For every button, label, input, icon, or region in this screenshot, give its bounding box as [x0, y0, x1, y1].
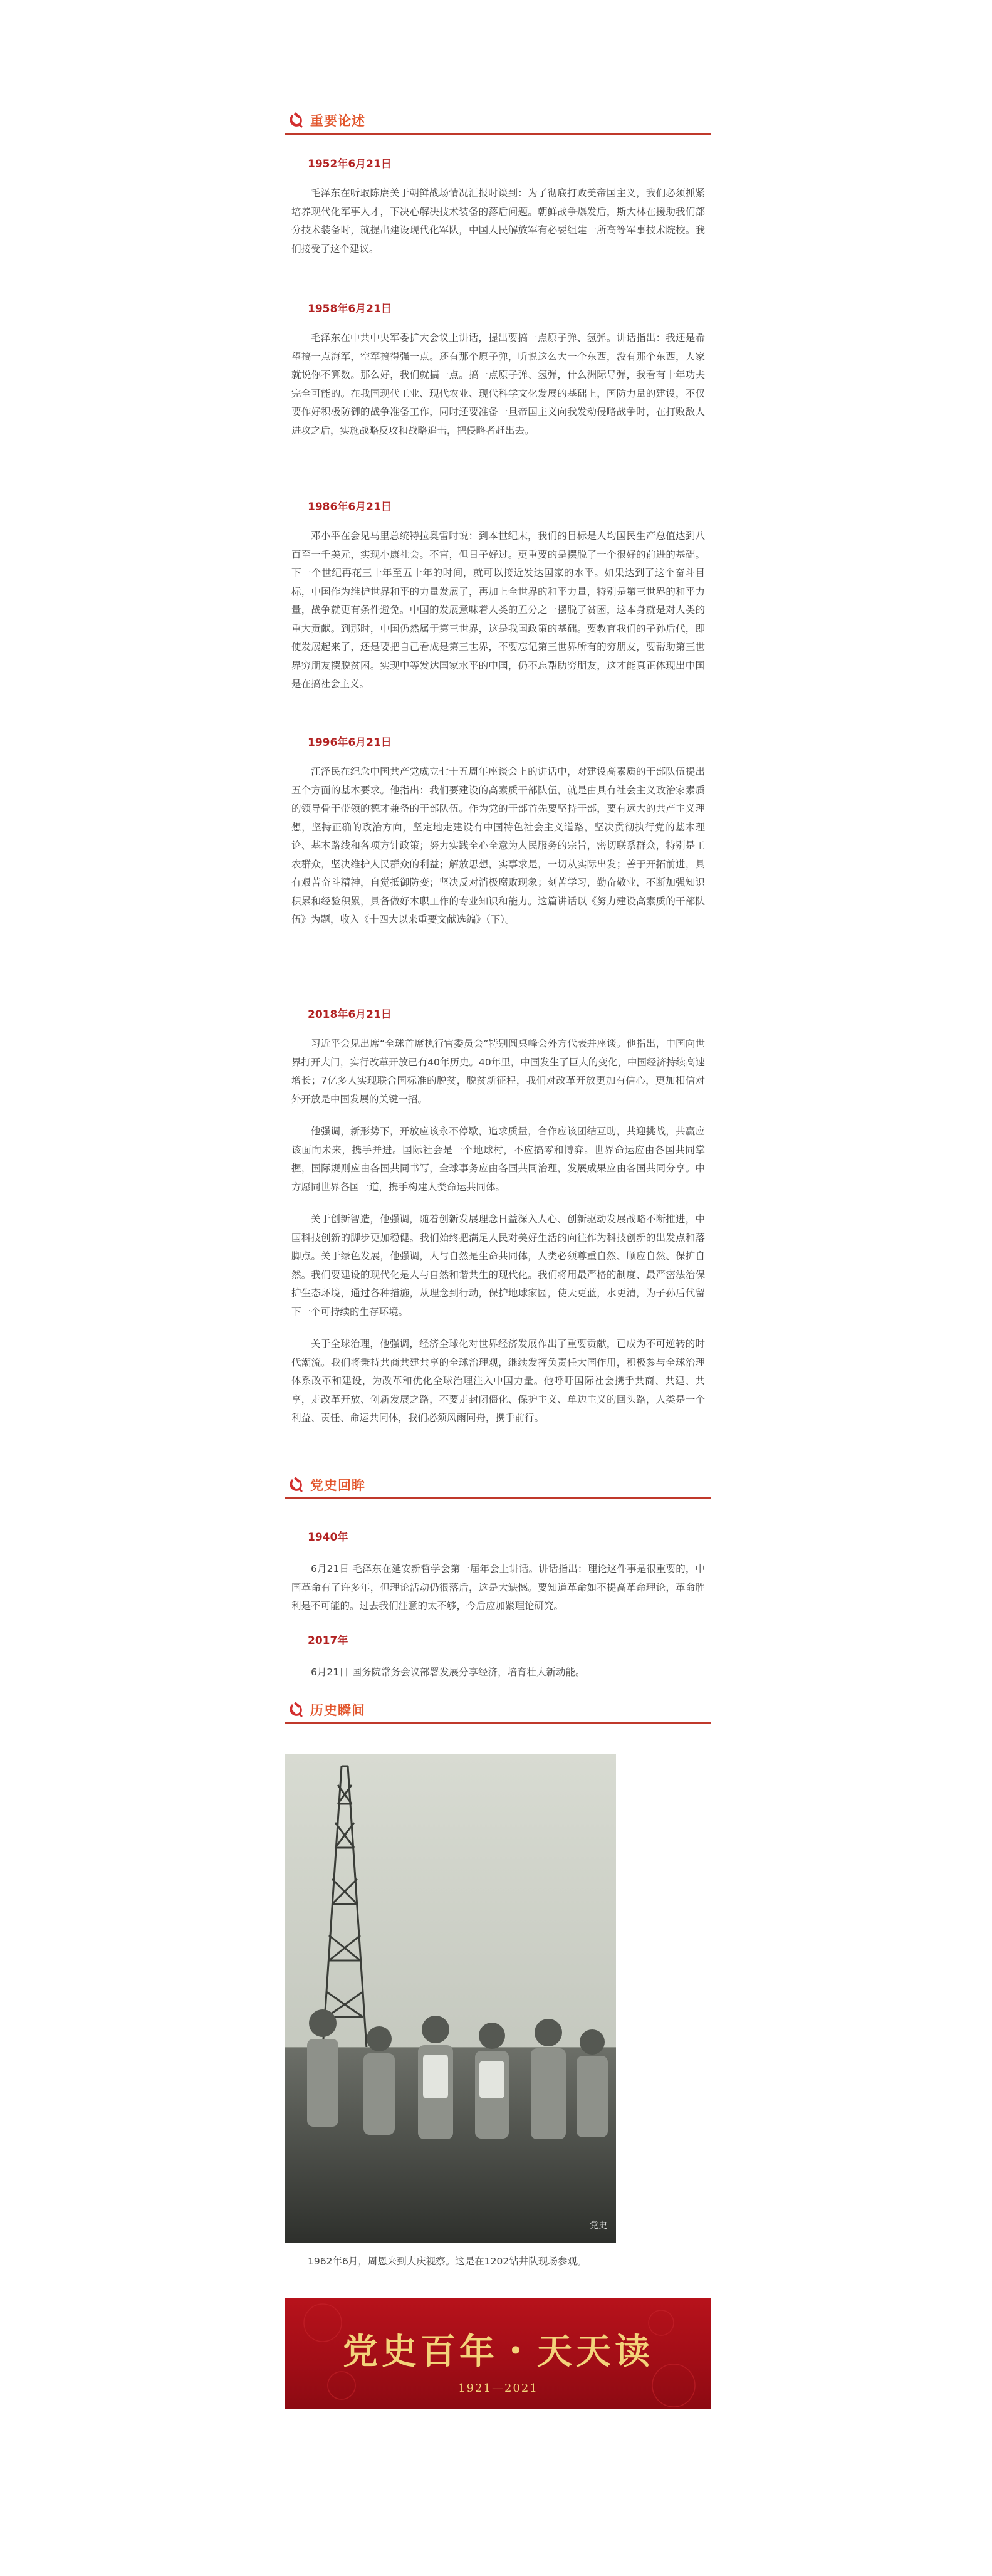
- photo-illustration: [285, 1754, 616, 2243]
- banner-years: 1921—2021: [458, 2382, 538, 2395]
- review-entry-1940: [285, 1528, 711, 1616]
- review-entry-2017: [285, 1631, 711, 1682]
- entry-paragraph: 江泽民在纪念中国共产党成立七十五周年座谈会上的讲话中，对建设高素质的干部队伍提出五个方面的基本要求。他指出：我们要建设的高素质干部队伍，就是由具有社会主义政治家素质的领导骨干带领的德才兼备的干部队伍。作为党的干部首先要坚持干部，要有远大的共产主义理想，坚持正确的政治方向，坚定地走建设有中国特色社会主义道路，坚决贯彻执行党的基本理论、基本路线和各项方针政策；努力实践全心全意为人民服务的宗旨，密切联系群众，特别是工农群众，坚决维护人民群众的利益；解放思想，实事求是，一切从实际出发；善于开拓前进，具有艰苦奋斗精神，自觉抵御防变；坚决反对消极腐败现象；刻苦学习，勤奋敬业，不断加强知识积累和经验积累，具备做好本职工作的专业知识和能力。这篇讲话以《努力建设高素质的干部队伍》为题，收入《十四大以来重要文献选编》（下）。: [291, 766, 705, 925]
- entry-paragraph: 关于创新智造，他强调，随着创新发展理念日益深入人心、创新驱动发展战略不断推进，中国科技创新的脚步更加稳健。我们始终把满足人民对美好生活的向往作为科技创新的出发点和落脚点。关于绿色发展，他强调，人与自然是生命共同体，人类必须尊重自然、顺应自然、保护自然。我们要建设的现代化是人与自然和谐共生的现代化。我们将用最严格的制度、最严密法治保护生态环境，通过各种措施，从理念到行动，保护地球家园，使天更蓝，水更清，为子孙后代留下一个可持续的生存环境。: [291, 1213, 705, 1317]
- photo-watermark: 党史: [590, 2220, 607, 2230]
- hammer-sickle-icon: [285, 110, 306, 131]
- entry-date: 1958年6月21日: [308, 303, 392, 315]
- entry-1986: [285, 498, 711, 694]
- review-year: 2017年: [308, 1635, 348, 1647]
- section-header-review: [285, 1472, 711, 1499]
- entry-date: 1986年6月21日: [308, 501, 392, 513]
- entry-paragraph: 毛泽东在中共中央军委扩大会议上讲话，提出要搞一点原子弹、氢弹。讲话指出：我还是希望搞一点海军，空军搞得强一点。还有那个原子弹，听说这么大一个东西，没有那个东西，人家就说你不算数。那么好，我们就搞一点。搞一点原子弹、氢弹，什么洲际导弹，我看有十年功夫完全可能的。在我国现代工业、现代农业、现代科学文化发展的基础上，国防力量的建设，不仅要作好积极防御的战争准备工作，同时还要准备一旦帝国主义向我发动侵略战争时，在打败敌人进攻之后，实施战略反攻和战略追击，把侵略者赶出去。: [291, 332, 705, 436]
- photo-caption-wrap: [285, 2253, 711, 2270]
- review-year: 1940年: [308, 1531, 348, 1544]
- photo-daqing-visit: [285, 1754, 616, 2243]
- promo-banner: [285, 2298, 711, 2409]
- entry-1996: [285, 733, 711, 929]
- hammer-sickle-icon: [285, 1474, 306, 1495]
- entry-paragraph: 他强调，新形势下，开放应该永不停歇，追求质量，合作应该团结互助，共迎挑战，共赢应该面向未来，携手并进。国际社会是一个地球村，不应搞零和博弈。世界命运应由各国共同掌握，国际规则应由各国共同书写，全球事务应由各国共同治理，发展成果应由各国共同分享。中方愿同世界各国一道，携手构建人类命运共同体。: [291, 1126, 705, 1193]
- section-important: [285, 108, 711, 135]
- historical-photo: [285, 1754, 616, 2243]
- photo-caption: 1962年6月，周恩来到大庆视察。这是在1202钻井队现场参观。: [308, 2256, 587, 2267]
- section-title: 党史回眸: [310, 1478, 365, 1493]
- section-header-important: [285, 108, 711, 135]
- banner-title: 党史百年・天天读: [343, 2331, 654, 2372]
- entry-date: 1952年6月21日: [308, 158, 392, 170]
- review-paragraph: 6月21日 毛泽东在延安新哲学会第一届年会上讲话。讲话指出：理论这件事是很重要的，中国革命有了许多年，但理论活动仍很落后，这是大缺憾。要知道革命如不提高革命理论，革命胜利是不可能的。过去我们注意的太不够，今后应加紧理论研究。: [291, 1563, 705, 1611]
- entry-paragraph: 邓小平在会见马里总统特拉奥雷时说：到本世纪末，我们的目标是人均国民生产总值达到八百至一千美元，实现小康社会。不富，但日子好过。更重要的是摆脱了一个很好的前进的基础。下一个世纪再花三十年至五十年的时间，就可以接近发达国家的水平。如果达到了这个奋斗目标，中国作为维护世界和平的力量发展了，再加上全世界的和平力量，特别是第三世界的和平力量，战争就更有条件避免。中国的发展意味着人类的五分之一摆脱了贫困，这本身就是对人类的重大贡献。到那时，中国仍然属于第三世界，这是我国政策的基础。要教育我们的子孙后代，即使发展起来了，还是要把自己看成是第三世界，不要忘记第三世界所有的穷朋友，要帮助第三世界穷朋友摆脱贫困。实现中等发达国家水平的中国，仍不忘帮助穷朋友，这才能真正体现出中国是在搞社会主义。: [291, 530, 705, 689]
- section-title: 历史瞬间: [310, 1703, 365, 1718]
- section-moment: [285, 1697, 711, 1724]
- entry-paragraph: 毛泽东在听取陈赓关于朝鲜战场情况汇报时谈到：为了彻底打败美帝国主义，我们必须抓紧培养现代化军事人才，下决心解决技术装备的落后问题。朝鲜战争爆发后，斯大林在援助我们部分技术装备时，就提出建设现代化军队，中国人民解放军有必要组建一所高等军事技术院校。我们接受了这个建议。: [291, 187, 705, 254]
- entry-paragraph: 习近平会见出席“全球首席执行官委员会”特别圆桌峰会外方代表并座谈。他指出，中国向世界打开大门，实行改革开放已有40年历史。40年里，中国发生了巨大的变化，中国经济持续高速增长；7亿多人实现联合国标准的脱贫，脱贫新征程，我们对改革开放更加有信心，更加相信对外开放是中国发展的关键一招。: [291, 1038, 705, 1105]
- entry-date: 1996年6月21日: [308, 736, 392, 749]
- section-title: 重要论述: [310, 113, 365, 128]
- entry-paragraph: 关于全球治理，他强调，经济全球化对世界经济发展作出了重要贡献，已成为不可逆转的时代潮流。我们将秉持共商共建共享的全球治理观，继续发挥负责任大国作用，积极参与全球治理体系改革和建设，为改革和优化全球治理注入中国力量。他呼吁国际社会携手共商、共建、共享，走改革开放、创新发展之路，不要走封闭僵化、保护主义、单边主义的回头路，人类是一个利益、责任、命运共同体，我们必须风雨同舟，携手前行。: [291, 1338, 705, 1423]
- entry-1958: [285, 300, 711, 440]
- section-header-moment: [285, 1697, 711, 1724]
- review-paragraph: 6月21日 国务院常务会议部署发展分享经济，培育壮大新动能。: [311, 1667, 585, 1678]
- section-review: [285, 1472, 711, 1499]
- entry-1952: [285, 155, 711, 258]
- entry-2018: [285, 1005, 711, 1428]
- entry-date: 2018年6月21日: [308, 1008, 392, 1021]
- banner-body: [285, 2298, 711, 2409]
- hammer-sickle-icon: [285, 1699, 306, 1720]
